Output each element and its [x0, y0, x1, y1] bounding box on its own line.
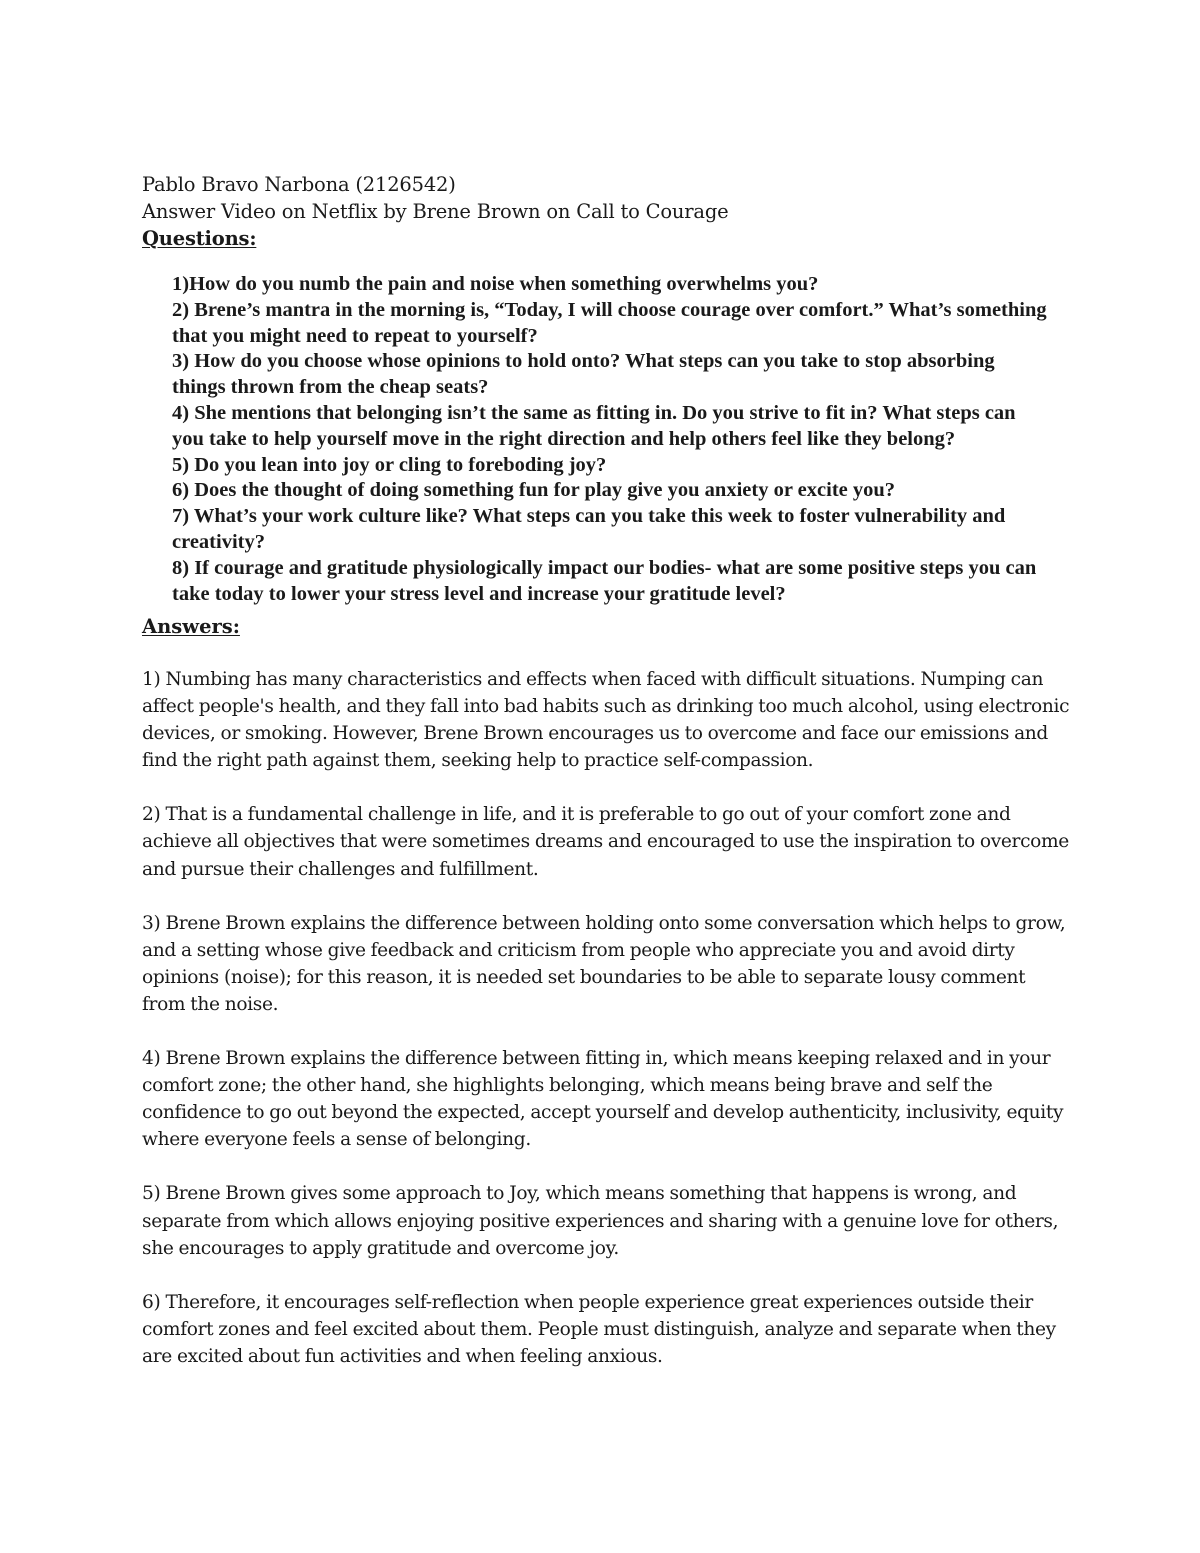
question-item: 8) If courage and gratitude physiologically impact our bodies- what are some positive steps you can take today to lower your stress level and increase your gratitude level? — [172, 556, 1037, 605]
answer-paragraph: 3) Brene Brown explains the difference between holding onto some conversation which helps to grow, and a setting whose give feedback and criticism from people who appreciate you and avoid dirty opinions (noise); for this reason, it is needed set boundaries to be able to separate lousy comment from the noise. — [142, 912, 1066, 1015]
document-title: Answer Video on Netflix by Brene Brown on Call to Courage — [142, 200, 729, 223]
answer-paragraph: 1) Numbing has many characteristics and effects when faced with difficult situations. Numping can affect people's health, and they fall into bad habits such as drinking too much alcohol, using electronic devices, or smoking. However, Brene Brown encourages us to overcome and face our emissions and find the right path against them, seeking help to practice self-compassion. — [142, 669, 1070, 772]
question-item: 4) She mentions that belonging isn’t the same as fitting in. Do you strive to fit in? What steps can you take to help yourself move in the right direction and help others feel like they belong? — [172, 401, 1016, 450]
question-item: 3) How do you choose whose opinions to hold onto? What steps can you take to stop absorbing things thrown from the cheap seats? — [172, 350, 995, 399]
question-item: 7) What’s your work culture like? What steps can you take this week to foster vulnerability and creativity? — [172, 505, 1006, 553]
answer-paragraph: 6) Therefore, it encourages self-reflection when people experience great experiences outside their comfort zones and feel excited about them. People must distinguish, analyze and separate when they are excited about fun activities and when feeling anxious. — [142, 1291, 1056, 1367]
answers-heading: Answers: — [142, 615, 240, 638]
question-item: 6) Does the thought of doing something fun for play give you anxiety or excite you? — [172, 479, 896, 502]
question-item: 5) Do you lean into joy or cling to foreboding joy? — [172, 453, 607, 476]
answers-list — [142, 666, 1072, 1397]
document-header — [142, 171, 1102, 252]
answer-paragraph: 4) Brene Brown explains the difference between fitting in, which means keeping relaxed and in your comfort zone; the other hand, she highlights belonging, which means being brave and self the confidence to go out beyond the expected, accept yourself and develop authenticity, inclusivity, equity where everyone feels a sense of belonging. — [142, 1048, 1064, 1151]
answer-paragraph: 2) That is a fundamental challenge in life, and it is preferable to go out of your comfort zone and achieve all objectives that were sometimes dreams and encouraged to use the inspiration to overcome and pursue their challenges and fulfillment. — [142, 804, 1069, 880]
question-item: 2) Brene’s mantra in the morning is, “Today, I will choose courage over comfort.” What’s something that you might need to repeat to yourself? — [172, 298, 1047, 347]
questions-heading: Questions: — [142, 227, 257, 250]
questions-list — [172, 272, 1052, 607]
author-line: Pablo Bravo Narbona (2126542) — [142, 173, 456, 196]
answer-paragraph: 5) Brene Brown gives some approach to Joy, which means something that happens is wrong, and separate from which allows enjoying positive experiences and sharing with a genuine love for others, she encourages to apply gratitude and overcome joy. — [142, 1183, 1059, 1259]
question-item: 1)How do you numb the pain and noise when something overwhelms you? — [172, 273, 819, 295]
